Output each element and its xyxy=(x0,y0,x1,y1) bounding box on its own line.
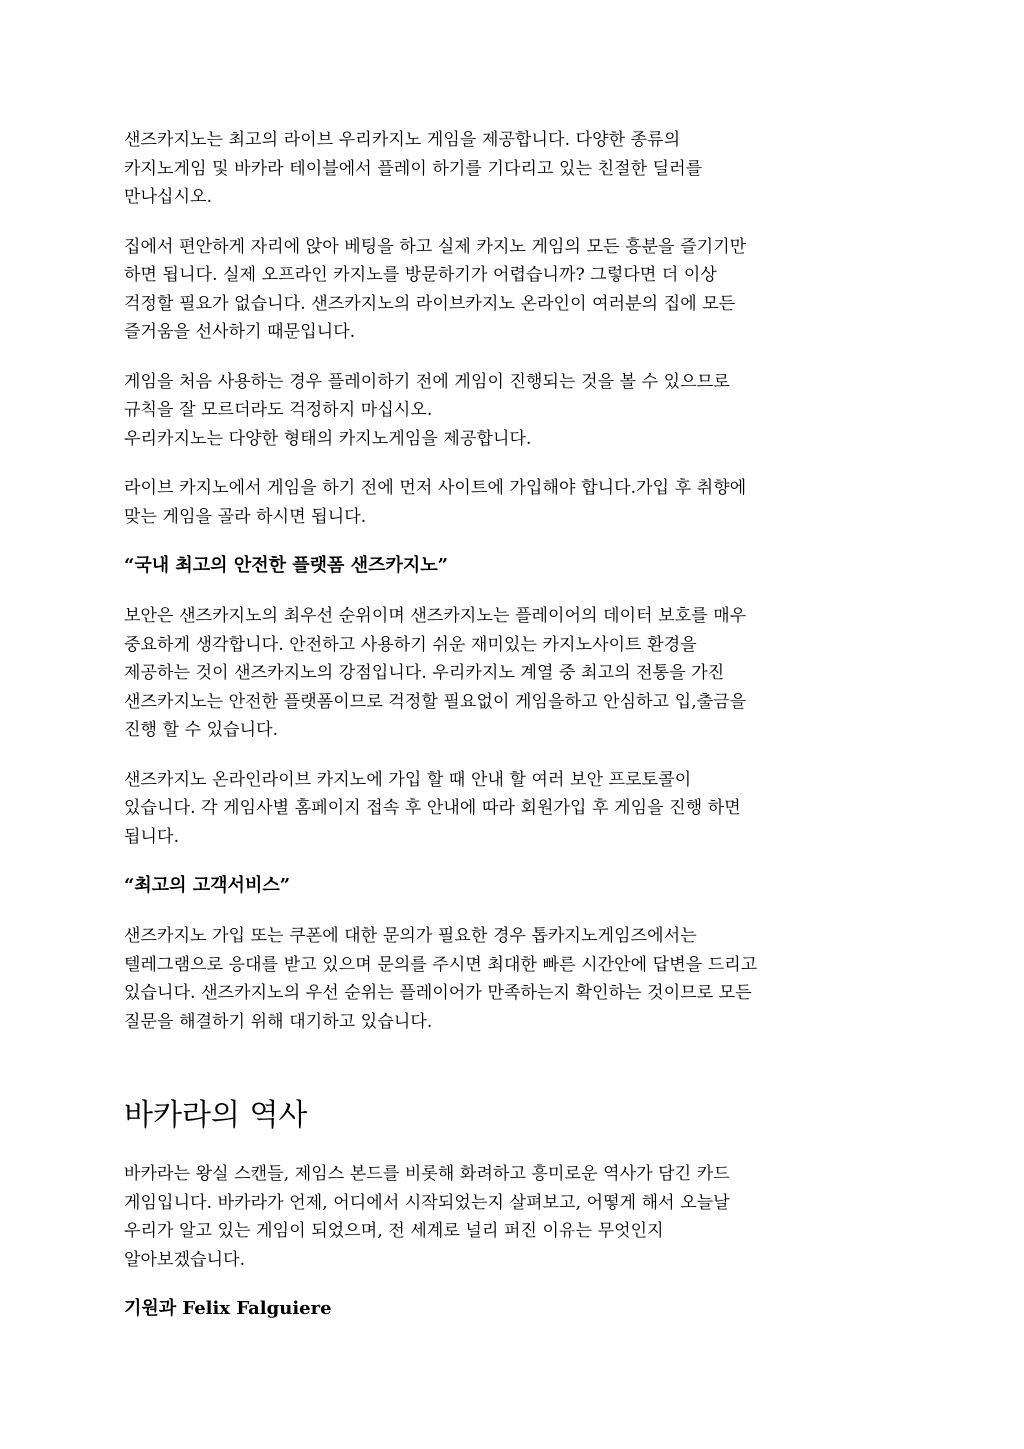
paragraph-line: 만나십시오. xyxy=(124,187,213,207)
history-section xyxy=(124,1094,900,1323)
paragraph-line: 있습니다. 샌즈카지노의 우선 순위는 플레이어가 만족하는지 확인하는 것이므로 모든 xyxy=(124,983,752,1003)
paragraph-line: 집에서 편안하게 자리에 앉아 베팅을 하고 실제 카지노 게임의 모든 흥분을 즐기기만 xyxy=(124,236,747,257)
intro-paragraph-2 xyxy=(124,233,900,347)
paragraph-line: 샌즈카지노 온라인라이브 카지노에 가입 할 때 안내 할 여러 보안 프로토콜이 xyxy=(124,769,692,790)
service-heading: “최고의 고객서비스” xyxy=(124,875,291,896)
safety-section xyxy=(124,552,900,851)
history-title: 바카라의 역사 xyxy=(124,1098,308,1133)
paragraph-line: 카지노게임 및 바카라 테이블에서 플레이 하기를 기다리고 있는 친절한 딜러를 xyxy=(124,158,703,179)
paragraph-line: 알아보겠습니다. xyxy=(124,1249,246,1270)
service-section xyxy=(124,872,900,1036)
paragraph-line: 즐거움을 선사하기 때문입니다. xyxy=(124,322,356,342)
document-page xyxy=(124,126,900,1323)
safety-heading: “국내 최고의 안전한 플랫폼 샌즈카지노” xyxy=(124,555,448,576)
paragraph-line: 걱정할 필요가 없습니다. 샌즈카지노의 라이브카지노 온라인이 여러분의 집에 모든 xyxy=(124,293,736,314)
intro-paragraph-4 xyxy=(124,474,900,531)
paragraph-line: 됩니다. xyxy=(124,826,180,847)
history-paragraph-1 xyxy=(124,1160,900,1274)
paragraph-line: 라이브 카지노에서 게임을 하기 전에 먼저 사이트에 가입해야 합니다.가입 후 취향에 xyxy=(124,478,747,498)
paragraph-line: 게임을 처음 사용하는 경우 플레이하기 전에 게임이 진행되는 것을 볼 수 있으므로 xyxy=(124,371,730,392)
service-paragraph-1 xyxy=(124,922,900,1036)
paragraph-line: 게임입니다. 바카라가 언제, 어디에서 시작되었는지 살펴보고, 어떻게 해서 오늘날 xyxy=(124,1192,730,1213)
paragraph-line: 진행 할 수 있습니다. xyxy=(124,720,279,740)
paragraph-line: 샌즈카지노는 최고의 라이브 우리카지노 게임을 제공합니다. 다양한 종류의 xyxy=(124,130,681,150)
paragraph-line: 맞는 게임을 골라 하시면 됩니다. xyxy=(124,506,367,527)
paragraph-line: 있습니다. 각 게임사별 홈페이지 접속 후 안내에 따라 회원가입 후 게임을 진행 하면 xyxy=(124,798,741,818)
origin-heading: 기원과 Felix Falguiere xyxy=(124,1298,332,1319)
paragraph-line: 하면 됩니다. 실제 오프라인 카지노를 방문하기가 어렵습니까? 그렇다면 더 이상 xyxy=(124,265,717,285)
paragraph-line: 샌즈카지노는 안전한 플랫폼이므로 걱정할 필요없이 게임을하고 안심하고 입,출금을 xyxy=(124,691,747,712)
paragraph-line: 바카라는 왕실 스캔들, 제임스 본드를 비롯해 화려하고 흥미로운 역사가 담긴 카드 xyxy=(124,1164,730,1184)
paragraph-line: 중요하게 생각합니다. 안전하고 사용하기 쉬운 재미있는 카지노사이트 환경을 xyxy=(124,634,697,655)
intro-section xyxy=(124,126,900,531)
paragraph-line: 우리카지노는 다양한 형태의 카지노게임을 제공합니다. xyxy=(124,428,532,449)
safety-paragraph-1 xyxy=(124,602,900,745)
paragraph-line: 텔레그램으로 응대를 받고 있으며 문의를 주시면 최대한 빠른 시간안에 답변을 드리고 xyxy=(124,954,758,975)
paragraph-line: 규칙을 잘 모르더라도 걱정하지 마십시오. xyxy=(124,400,433,420)
paragraph-line: 보안은 샌즈카지노의 최우선 순위이며 샌즈카지노는 플레이어의 데이터 보호를 매우 xyxy=(124,606,747,626)
paragraph-line: 제공하는 것이 샌즈카지노의 강점입니다. 우리카지노 계열 중 최고의 전통을 가진 xyxy=(124,663,725,683)
safety-paragraph-2 xyxy=(124,766,900,852)
paragraph-line: 질문을 해결하기 위해 대기하고 있습니다. xyxy=(124,1011,433,1032)
paragraph-line: 우리가 알고 있는 게임이 되었으며, 전 세계로 널리 퍼진 이유는 무엇인지 xyxy=(124,1221,664,1241)
paragraph-line: 샌즈카지노 가입 또는 쿠폰에 대한 문의가 필요한 경우 톱카지노게임즈에서는 xyxy=(124,926,697,946)
intro-paragraph-3 xyxy=(124,368,900,454)
intro-paragraph-1 xyxy=(124,126,900,212)
